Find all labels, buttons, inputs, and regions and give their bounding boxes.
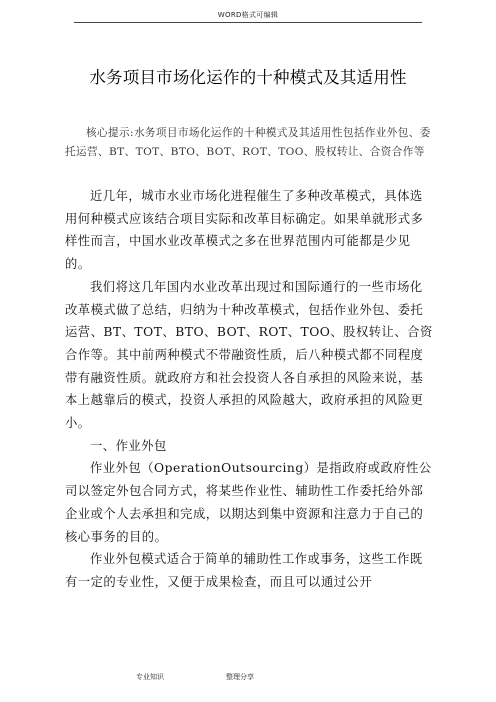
section-heading: 一、作业外包 [90, 438, 167, 453]
summary-paragraph: 核心提示:水务项目市场化运作的十种模式及其适用性包括作业外包、委托运营、BT、TOT、BTO、BOT、ROT、TOO、股权转让、合资合作等 [65, 127, 431, 158]
document-title: 水务项目市场化运作的十种模式及其适用性 [89, 68, 407, 87]
footer-right-label: 整理分享 [226, 673, 254, 681]
body-paragraph: 作业外包模式适合于简单的辅助性工作或事务，这些工作既有一定的专业性，又便于成果检查，而且可以通过公开 [65, 552, 423, 589]
footer-left-label: 专业知识 [136, 673, 164, 681]
body-paragraph: 近几年，城市水业市场化进程催生了多种改革模式，具体选用何种模式应该结合项目实际和改革目标确定。如果单就形式多样性而言，中国水业改革模式之多在世界范围内可能都是少见的。 [65, 189, 424, 272]
header-divider [74, 22, 422, 23]
document-body [65, 185, 434, 594]
page-header-label: WORD格式可编辑 [217, 11, 279, 19]
body-paragraph: 作业外包（OperationOutsourcing）是指政府或政府性公司以签定外包合同方式，将某些作业性、辅助性工作委托给外部企业或个人去承担和完成，以期达到集中资源和注意力于自己的核心事务的目的。 [65, 461, 432, 544]
body-paragraph: 我们将这几年国内水业改革出现过和国际通行的一些市场化改革模式做了总结，归纳为十种改革模式，包括作业外包、委托运营、BT、TOT、BTO、BOT、ROT、TOO、股权转让、合资合作等。其中前两种模式不带融资性质，后八种模式都不同程度带有融资性质。就政府方和社会投资人各自承担的风险来说，基本上越靠后的模式，投资人承担的风险越大，政府承担的风险更小。 [65, 279, 433, 431]
